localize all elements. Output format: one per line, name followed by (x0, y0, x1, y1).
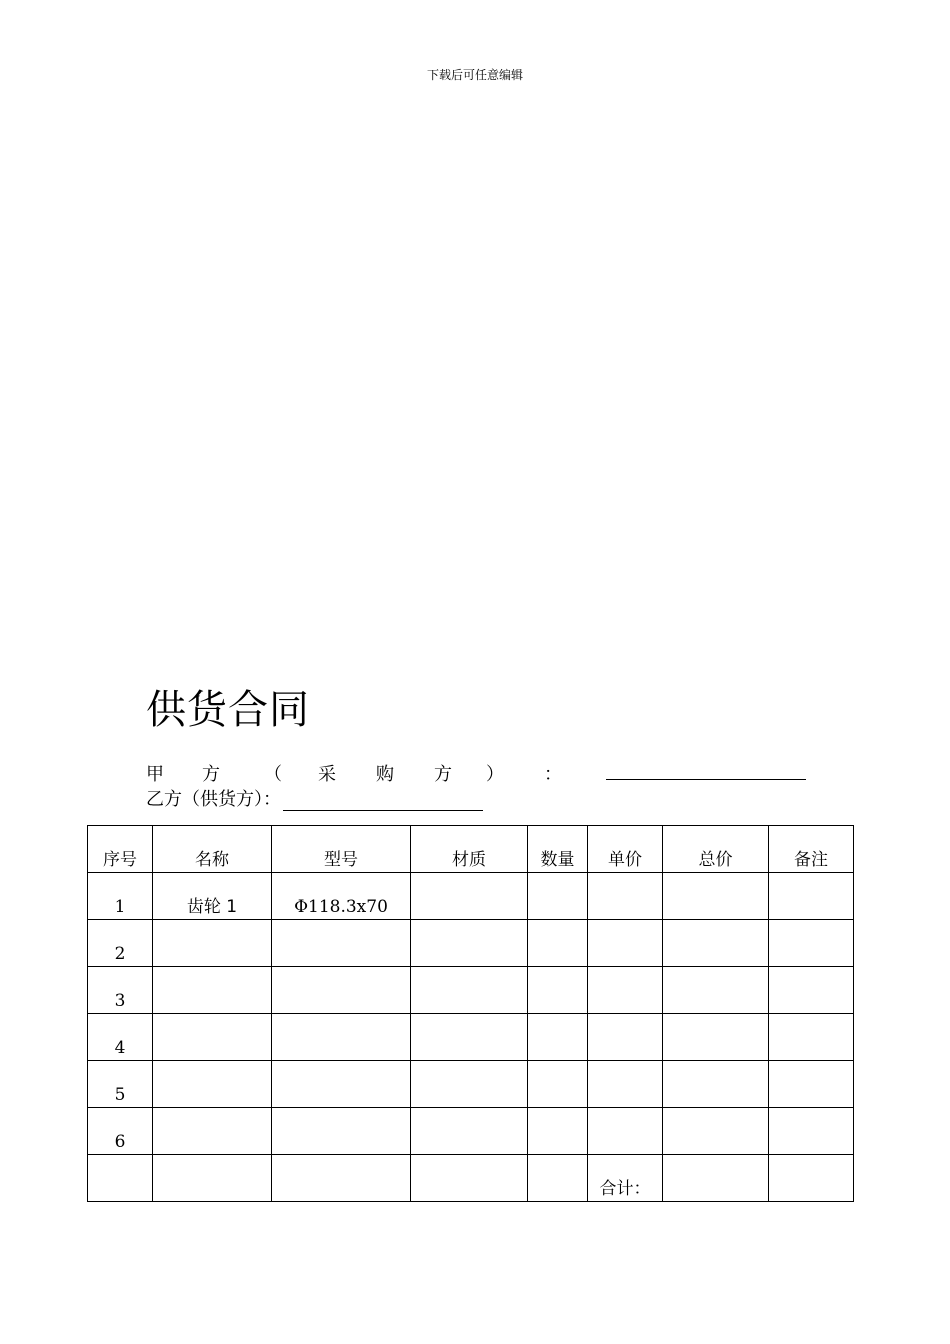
table-cell (88, 1155, 153, 1202)
table-cell: 1 (88, 873, 153, 920)
table-cell[interactable] (272, 920, 411, 967)
table-cell[interactable] (411, 1061, 528, 1108)
table-cell[interactable] (663, 873, 769, 920)
header-cell-quantity: 数量 (528, 826, 588, 873)
table-cell[interactable] (528, 873, 588, 920)
table-cell[interactable] (153, 1014, 272, 1061)
table-total-row (88, 1155, 854, 1202)
party-a-blank[interactable] (606, 779, 806, 780)
table-cell: 5 (88, 1061, 153, 1108)
header-cell-remarks: 备注 (769, 826, 854, 873)
table-cell[interactable] (588, 967, 663, 1014)
table-cell[interactable] (528, 1014, 588, 1061)
table-row (88, 1014, 854, 1061)
party-a-char: ） (486, 764, 504, 785)
table-cell[interactable] (663, 967, 769, 1014)
header-cell-model: 型号 (272, 826, 411, 873)
table-row (88, 967, 854, 1014)
table-cell[interactable] (663, 920, 769, 967)
table-cell[interactable] (411, 873, 528, 920)
table-cell[interactable]: 齿轮 1 (153, 873, 272, 920)
table-row (88, 1108, 854, 1155)
table-cell[interactable] (528, 920, 588, 967)
party-a-char: 购 (376, 764, 394, 785)
table-cell (528, 1155, 588, 1202)
party-a-line (146, 760, 806, 784)
table-cell[interactable] (528, 1108, 588, 1155)
header-cell-unit-price: 单价 (588, 826, 663, 873)
table-cell: 4 (88, 1014, 153, 1061)
table-cell[interactable] (153, 1061, 272, 1108)
party-a-char: 采 (318, 764, 336, 785)
table-cell (272, 1155, 411, 1202)
table-cell: 6 (88, 1108, 153, 1155)
party-b-blank[interactable] (283, 794, 483, 811)
table-cell[interactable] (663, 1061, 769, 1108)
table-cell[interactable] (153, 920, 272, 967)
table-cell[interactable] (588, 920, 663, 967)
table-cell[interactable] (588, 1108, 663, 1155)
table-cell[interactable] (272, 1014, 411, 1061)
table-cell (411, 1155, 528, 1202)
party-a-char: 方 (434, 764, 452, 785)
total-label: 合计： (588, 1155, 663, 1202)
document-title: 供货合同 (146, 687, 310, 733)
table-cell[interactable] (411, 1108, 528, 1155)
header-cell-index: 序号 (88, 826, 153, 873)
table-cell: 3 (88, 967, 153, 1014)
goods-table (87, 825, 854, 1202)
table-row (88, 873, 854, 920)
table-row (88, 1061, 854, 1108)
party-b-label: 乙方（供货方）： (146, 789, 281, 810)
table-cell[interactable]: Φ118.3x70 (272, 873, 411, 920)
table-cell[interactable] (663, 1108, 769, 1155)
table-cell[interactable] (769, 873, 854, 920)
table-cell: 2 (88, 920, 153, 967)
table-cell[interactable] (272, 1061, 411, 1108)
table-cell[interactable] (769, 1014, 854, 1061)
table-cell[interactable] (411, 967, 528, 1014)
table-header-row (88, 826, 854, 873)
total-value-cell[interactable] (663, 1155, 769, 1202)
header-cell-total-price: 总价 (663, 826, 769, 873)
table-cell (153, 1155, 272, 1202)
table-cell[interactable] (663, 1014, 769, 1061)
table-cell[interactable] (769, 1155, 854, 1202)
table-cell[interactable] (588, 1014, 663, 1061)
table-cell[interactable] (769, 1108, 854, 1155)
table-row (88, 920, 854, 967)
table-cell[interactable] (769, 920, 854, 967)
table-cell[interactable] (588, 873, 663, 920)
party-a-char: （ (264, 764, 282, 785)
party-a-char: 甲 (146, 764, 164, 785)
table-cell[interactable] (411, 1014, 528, 1061)
table-cell[interactable] (588, 1061, 663, 1108)
table-cell[interactable] (528, 967, 588, 1014)
party-a-char: 方 (202, 764, 220, 785)
table-cell[interactable] (769, 1061, 854, 1108)
table-cell[interactable] (272, 967, 411, 1014)
table-cell[interactable] (153, 1108, 272, 1155)
table-cell[interactable] (528, 1061, 588, 1108)
header-note: 下载后可任意编辑 (426, 68, 523, 82)
header-cell-material: 材质 (411, 826, 528, 873)
table-cell[interactable] (153, 967, 272, 1014)
table-cell[interactable] (272, 1108, 411, 1155)
party-a-char: ： (544, 764, 562, 785)
table-cell[interactable] (411, 920, 528, 967)
header-cell-name: 名称 (153, 826, 272, 873)
party-b-line (146, 785, 483, 811)
table-cell[interactable] (769, 967, 854, 1014)
